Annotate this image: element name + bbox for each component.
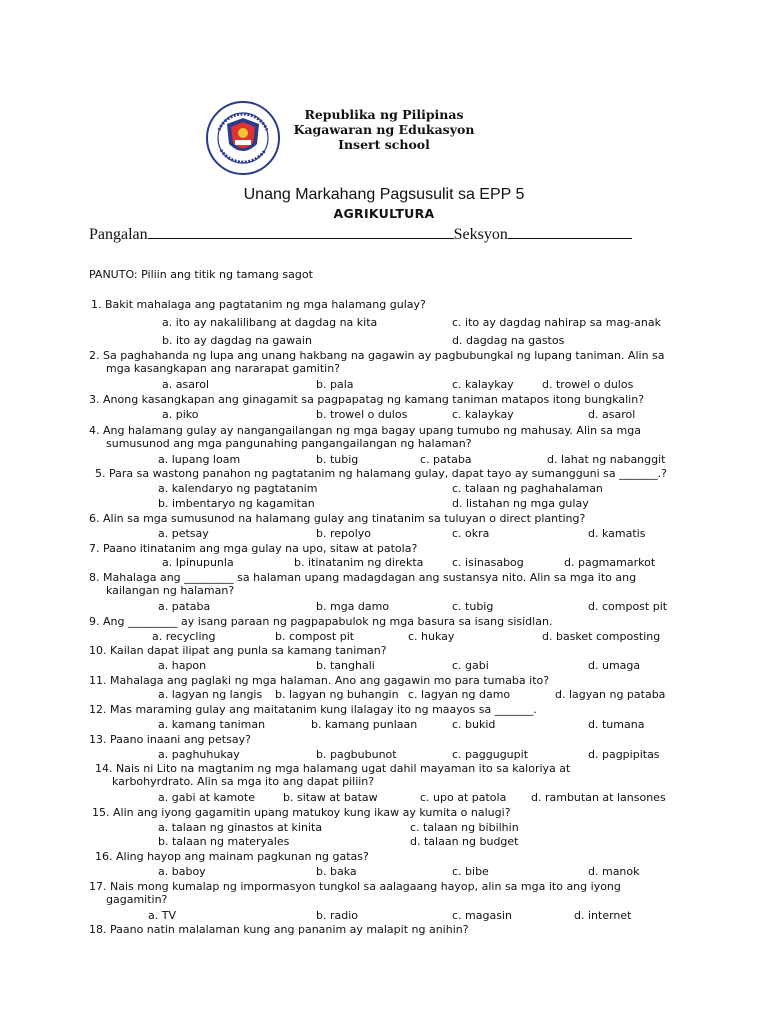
answer-choice[interactable]: a. recycling xyxy=(152,630,216,643)
question-text: 10. Kailan dapat ilipat ang punla sa kamang taniman? xyxy=(89,644,387,657)
question-text: 13. Paano inaani ang petsay? xyxy=(89,733,251,746)
exam-title: Unang Markahang Pagsusulit sa EPP 5 xyxy=(243,186,525,203)
answer-choice[interactable]: d. internet xyxy=(574,909,632,922)
answer-choice[interactable]: d. listahan ng mga gulay xyxy=(452,497,589,510)
answer-choice[interactable]: c. bibe xyxy=(452,865,489,878)
question-text: 15. Alin ang iyong gagamitin upang matukoy kung ikaw ay kumita o nalugi? xyxy=(92,806,511,819)
answer-choice[interactable]: c. gabi xyxy=(452,659,489,672)
question-text-continued: sumusunod ang mga pangunahing pangangailangan ng halaman? xyxy=(106,437,472,450)
answer-choice[interactable]: b. mga damo xyxy=(316,600,390,613)
answer-choice[interactable]: a. hapon xyxy=(158,659,207,672)
answer-choice[interactable]: b. talaan ng materyales xyxy=(158,835,290,848)
question-text: 16. Aling hayop ang mainam pagkunan ng gatas? xyxy=(95,850,369,863)
answer-choice[interactable]: a. petsay xyxy=(158,527,209,540)
question-text: 7. Paano itinatanim ang mga gulay na upo, sitaw at patola? xyxy=(89,542,418,555)
school-heading: Insert school xyxy=(338,137,430,152)
question-text: 11. Mahalaga ang paglaki ng mga halaman. Ano ang gagawin mo para tumaba ito? xyxy=(89,674,550,687)
question-text: 3. Anong kasangkapan ang ginagamit sa pagpapatag ng kamang taniman matapos itong bungkalin? xyxy=(89,393,645,406)
question-text-continued: mga kasangkapan ang nararapat gamitin? xyxy=(106,362,341,375)
question-text-continued: gagamitin? xyxy=(106,893,168,906)
answer-choice[interactable]: b. sitaw at bataw xyxy=(283,791,378,804)
answer-choice[interactable]: d. kamatis xyxy=(588,527,646,540)
answer-choice[interactable]: c. ito ay dagdag nahirap sa mag-anak xyxy=(452,316,661,329)
republic-heading: Republika ng Pilipinas xyxy=(304,107,464,122)
answer-choice[interactable]: d. rambutan at lansones xyxy=(531,791,666,804)
answer-choice[interactable]: a. pataba xyxy=(158,600,211,613)
answer-choice[interactable]: d. lagyan ng pataba xyxy=(555,688,666,701)
answer-choice[interactable]: a. kalendaryo ng pagtatanim xyxy=(158,482,318,495)
answer-choice[interactable]: c. magasin xyxy=(452,909,512,922)
answer-choice[interactable]: b. trowel o dulos xyxy=(316,408,408,421)
answer-choice[interactable]: d. manok xyxy=(588,865,640,878)
question-text: 18. Paano natin malalaman kung ang pananim ay malapit ng anihin? xyxy=(89,923,469,936)
exam-subject: AGRIKULTURA xyxy=(333,206,435,221)
answer-choice[interactable]: b. pala xyxy=(316,378,354,391)
answer-choice[interactable]: d. lahat ng nabanggit xyxy=(547,453,666,466)
department-heading: Kagawaran ng Edukasyon xyxy=(293,122,475,137)
answer-choice[interactable]: a. kamang taniman xyxy=(158,718,266,731)
answer-choice[interactable]: a. TV xyxy=(148,909,176,922)
question-text: 5. Para sa wastong panahon ng pagtatanim ng halamang gulay, dapat tayo ay sumangguni sa _______.? xyxy=(95,467,667,480)
answer-choice[interactable]: c. pataba xyxy=(420,453,472,466)
answer-choice[interactable]: a. asarol xyxy=(162,378,210,391)
instructions: PANUTO: Piliin ang titik ng tamang sagot xyxy=(89,268,313,281)
answer-choice[interactable]: b. kamang punlaan xyxy=(311,718,418,731)
answer-choice[interactable]: c. tubig xyxy=(452,600,494,613)
answer-choice[interactable]: a. lagyan ng langis xyxy=(158,688,263,701)
answer-choice[interactable]: b. radio xyxy=(316,909,359,922)
answer-choice[interactable]: b. pagbubunot xyxy=(316,748,397,761)
question-text: 12. Mas maraming gulay ang maitatanim kung ilalagay ito ng maayos sa _______. xyxy=(89,703,537,716)
answer-choice[interactable]: a. piko xyxy=(162,408,199,421)
answer-choice[interactable]: a. ito ay nakalilibang at dagdag na kita xyxy=(162,316,378,329)
answer-choice[interactable]: c. bukid xyxy=(452,718,496,731)
answer-choice[interactable]: b. baka xyxy=(316,865,357,878)
answer-choice[interactable]: c. hukay xyxy=(408,630,455,643)
answer-choice[interactable]: c. talaan ng bibilhin xyxy=(410,821,519,834)
answer-choice[interactable]: d. pagpipitas xyxy=(588,748,660,761)
question-text: 8. Mahalaga ang _________ sa halaman upang madagdagan ang sustansya nito. Alin sa mga ito ang xyxy=(89,571,637,584)
answer-choice[interactable]: b. tanghali xyxy=(316,659,375,672)
question-text-continued: kailangan ng halaman? xyxy=(106,584,235,597)
answer-choice[interactable]: d. asarol xyxy=(588,408,636,421)
answer-choice[interactable]: c. talaan ng paghahalaman xyxy=(452,482,603,495)
answer-choice[interactable]: b. compost pit xyxy=(275,630,355,643)
answer-choice[interactable]: c. kalaykay xyxy=(452,408,514,421)
answer-choice[interactable]: a. paghuhukay xyxy=(158,748,240,761)
answer-choice[interactable]: a. baboy xyxy=(158,865,206,878)
answer-choice[interactable]: c. okra xyxy=(452,527,490,540)
question-text: 2. Sa paghahanda ng lupa ang unang hakbang na gagawin ay pagbubungkal ng lupang taniman. Alin sa xyxy=(89,349,665,362)
name-label: Pangalan xyxy=(89,226,148,243)
name-field[interactable] xyxy=(148,224,454,239)
name-section-row xyxy=(89,224,632,244)
question-text: 6. Alin sa mga sumusunod na halamang gulay ang tinatanim sa tuluyan o direct planting? xyxy=(89,512,586,525)
answer-choice[interactable]: d. tumana xyxy=(588,718,645,731)
answer-choice[interactable]: d. pagmamarkot xyxy=(564,556,656,569)
answer-choice[interactable]: b. imbentaryo ng kagamitan xyxy=(158,497,315,510)
answer-choice[interactable]: a. lupang loam xyxy=(158,453,241,466)
question-text: 9. Ang _________ ay isang paraan ng pagpapabulok ng mga basura sa isang sisidlan. xyxy=(89,615,553,628)
answer-choice[interactable]: c. kalaykay xyxy=(452,378,514,391)
answer-choice[interactable]: c. lagyan ng damo xyxy=(408,688,511,701)
answer-choice[interactable]: a. talaan ng ginastos at kinita xyxy=(158,821,323,834)
answer-choice[interactable]: b. ito ay dagdag na gawain xyxy=(162,334,312,347)
answer-choice[interactable]: b. itinatanim ng direkta xyxy=(294,556,424,569)
question-text-continued: karbohyrdrato. Alin sa mga ito ang dapat piliin? xyxy=(112,775,375,788)
question-text: 17. Nais mong kumalap ng impormasyon tungkol sa aalagaang hayop, alin sa mga ito ang iyong xyxy=(89,880,621,893)
answer-choice[interactable]: b. tubig xyxy=(316,453,359,466)
answer-choice[interactable]: c. upo at patola xyxy=(420,791,507,804)
answer-choice[interactable]: d. talaan ng budget xyxy=(410,835,519,848)
answer-choice[interactable]: b. lagyan ng buhangin xyxy=(275,688,399,701)
answer-choice[interactable]: d. trowel o dulos xyxy=(542,378,634,391)
answer-choice[interactable]: a. gabi at kamote xyxy=(158,791,255,804)
question-text: 1. Bakit mahalaga ang pagtatanim ng mga halamang gulay? xyxy=(91,298,426,311)
question-text: 4. Ang halamang gulay ay nangangailangan ng mga bagay upang tumubo ng mahusay. Alin sa mga xyxy=(89,424,641,437)
answer-choice[interactable]: d. umaga xyxy=(588,659,641,672)
answer-choice[interactable]: b. repolyo xyxy=(316,527,372,540)
answer-choice[interactable]: c. isinasabog xyxy=(452,556,524,569)
answer-choice[interactable]: d. dagdag na gastos xyxy=(452,334,565,347)
answer-choice[interactable]: d. compost pit xyxy=(588,600,668,613)
question-text: 14. Nais ni Lito na magtanim ng mga halamang ugat dahil mayaman ito sa kaloriya at xyxy=(95,762,571,775)
answer-choice[interactable]: a. Ipinupunla xyxy=(162,556,234,569)
section-label: Seksyon xyxy=(453,226,508,243)
section-field[interactable] xyxy=(508,224,632,239)
answer-choice[interactable]: d. basket composting xyxy=(542,630,661,643)
answer-choice[interactable]: c. paggugupit xyxy=(452,748,529,761)
